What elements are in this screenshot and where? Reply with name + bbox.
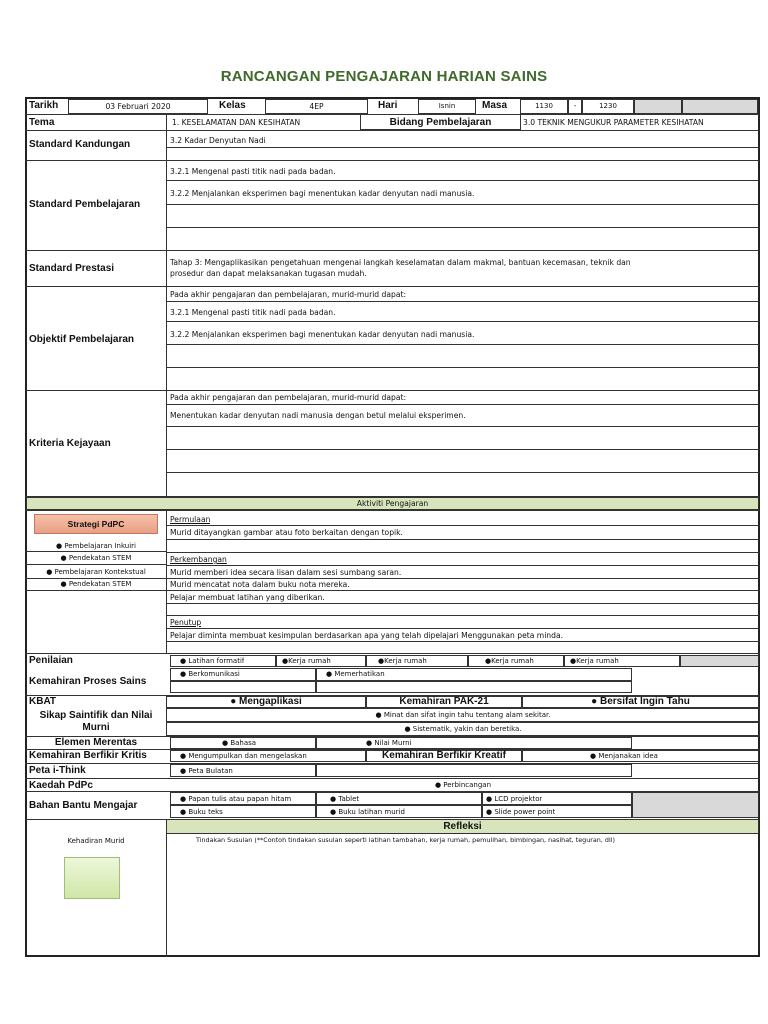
bahan-label: Bahan Bantu Mengajar [29,800,138,811]
strategi-item[interactable]: ● Pendekatan STEM [60,554,132,562]
elemen-label: Elemen Merentas [54,737,138,748]
standard-prestasi-label: Standard Prestasi [29,263,115,274]
kaedah-value[interactable]: ● Perbincangan [434,781,492,789]
permulaan-text[interactable]: Murid ditayangkan gambar atau foto berkaitan dengan topik. [170,528,403,537]
kbat-label: KBAT [29,696,57,707]
penilaian-item[interactable]: ●Kerja rumah [282,657,331,665]
standard-prestasi-line2[interactable]: prosedur dan dapat melaksanakan tugasan mudah. [170,269,367,278]
elemen-item[interactable]: ● Bahasa [222,739,257,747]
bidang-label: Bidang Pembelajaran [389,117,492,128]
kriteria-item[interactable]: Menentukan kadar denyutan nadi manusia dengan betul melalui eksperimen. [170,411,466,420]
permulaan-label: Permulaan [170,515,211,524]
penutup-text[interactable]: Pelajar diminta membuat kesimpulan berdasarkan apa yang telah dipelajari Menggunakan peta minda. [170,631,564,640]
aktiviti-heading: Aktiviti Pengajaran [356,499,429,508]
tema-label: Tema [29,117,55,128]
tarikh-value[interactable]: 03 Februari 2020 [105,102,171,111]
sikap-item[interactable]: ● Minat dan sifat ingin tahu tentang alam sekitar. [375,711,551,719]
tindakan-susulan-text[interactable]: Tindakan Susulan (**Contoh tindakan susulan seperti latihan tambahan, kerja rumah, pemulihan, bimbingan, nasihat, teguran, dll) [196,836,616,844]
perkembangan-item[interactable]: Murid memberi idea secara lisan dalam sesi sumbang saran. [170,568,402,577]
page-title: RANCANGAN PENGAJARAN HARIAN SAINS [220,68,548,85]
bahan-item[interactable]: ● Tablet [330,795,360,803]
penilaian-item[interactable]: ● Latihan formatif [180,657,245,665]
hari-label: Hari [378,100,398,111]
penilaian-extra-cell [680,655,759,667]
objektif-label: Objektif Pembelajaran [29,334,135,345]
standard-pembelajaran-item[interactable]: 3.2.2 Menjalankan eksperimen bagi menentukan kadar denyutan nadi manusia. [170,189,475,198]
standard-pembelajaran-label: Standard Pembelajaran [29,199,141,210]
perkembangan-label: Perkembangan [170,555,227,564]
standard-prestasi-line1[interactable]: Tahap 3: Mengaplikasikan pengetahuan mengenai langkah keselamatan dalam makmal, bantuan kecemasan, teknik dan [170,258,631,267]
tema-value[interactable]: 1. KESELAMATAN DAN KESIHATAN [172,118,301,127]
sikap-item[interactable]: ● Sistematik, yakin dan beretika. [404,725,522,733]
bahan-extra-cell [632,792,759,818]
sikap-label: Sikap Saintifik dan Nilai [39,710,153,721]
strategi-item[interactable]: ● Pembelajaran Inkuiri [55,542,137,550]
kemahiran-proses-item[interactable]: ● Memerhatikan [326,670,385,678]
hari-value[interactable]: Isnin [438,102,456,110]
masa-separator: - [573,102,577,110]
masa-end[interactable]: 1230 [599,102,617,110]
kehadiran-label: Kehadiran Murid [67,837,125,845]
masa-extra-cell [682,99,758,114]
bahan-item[interactable]: ● Buku teks [180,808,223,816]
penilaian-item[interactable]: ●Kerja rumah [570,657,619,665]
peta-label: Peta i-Think [29,765,86,776]
kehadiran-input-box[interactable] [64,857,120,899]
bahan-item[interactable]: ● LCD projektor [486,795,543,803]
standard-pembelajaran-item[interactable]: 3.2.1 Mengenal pasti titik nadi pada badan. [170,167,336,176]
masa-start[interactable]: 1130 [535,102,553,110]
bahan-item[interactable]: ● Papan tulis atau papan hitam [180,795,292,803]
penilaian-label: Penilaian [29,655,73,666]
sikap-label-line2: Murni [82,722,110,733]
standard-kandungan-label: Standard Kandungan [29,139,131,150]
pak21-label: Kemahiran PAK-21 [399,696,489,707]
bahan-item[interactable]: ● Slide power point [486,808,556,816]
kaedah-label: Kaedah PdPc [29,780,93,791]
elemen-item[interactable]: ● Nilai Murni [366,739,412,747]
bidang-value[interactable]: 3.0 TEKNIK MENGUKUR PARAMETER KESIHATAN [523,118,704,127]
kemahiran-kritis-value[interactable]: ● Mengumpulkan dan mengelaskan [180,752,307,760]
perkembangan-item[interactable]: Murid mencatat nota dalam buku nota mereka. [170,580,350,589]
masa-extra-cell [634,99,682,114]
kelas-label: Kelas [219,100,246,111]
bahan-item[interactable]: ● Buku latihan murid [330,808,405,816]
strategi-item[interactable]: ● Pendekatan STEM [60,580,132,588]
tarikh-label: Tarikh [29,100,59,111]
kemahiran-proses-item[interactable]: ● Berkomunikasi [180,670,240,678]
kbat-value[interactable]: ● Mengaplikasi [230,696,302,707]
penutup-label: Penutup [170,618,202,627]
peta-value[interactable]: ● Peta Bulatan [180,767,233,775]
pak21-value[interactable]: ● Bersifat Ingin Tahu [591,696,690,707]
penilaian-item[interactable]: ●Kerja rumah [485,657,534,665]
kemahiran-kreatif-value[interactable]: ● Menjanakan idea [590,752,658,760]
kriteria-label: Kriteria Kejayaan [29,438,111,449]
kemahiran-proses-label: Kemahiran Proses Sains [29,676,147,687]
kemahiran-kritis-label: Kemahiran Berfikir Kritis [29,750,147,761]
objektif-intro[interactable]: Pada akhir pengajaran dan pembelajaran, murid-murid dapat: [170,290,407,299]
kriteria-intro[interactable]: Pada akhir pengajaran dan pembelajaran, murid-murid dapat: [170,393,407,402]
penilaian-item[interactable]: ●Kerja rumah [378,657,427,665]
strategi-item[interactable]: ● Pembelajaran Kontekstual [46,568,146,576]
objektif-item[interactable]: 3.2.2 Menjalankan eksperimen bagi menentukan kadar denyutan nadi manusia. [170,330,475,339]
kelas-value[interactable]: 4EP [309,102,324,111]
objektif-item[interactable]: 3.2.1 Mengenal pasti titik nadi pada badan. [170,308,336,317]
masa-label: Masa [482,100,508,111]
refleksi-heading: Refleksi [443,821,482,832]
strategi-pdpc-button[interactable]: Strategi PdPC [34,514,158,534]
standard-kandungan-value[interactable]: 3.2 Kadar Denyutan Nadi [170,136,266,145]
kemahiran-kreatif-label: Kemahiran Berfikir Kreatif [382,750,506,761]
perkembangan-item[interactable]: Pelajar membuat latihan yang diberikan. [170,593,325,602]
